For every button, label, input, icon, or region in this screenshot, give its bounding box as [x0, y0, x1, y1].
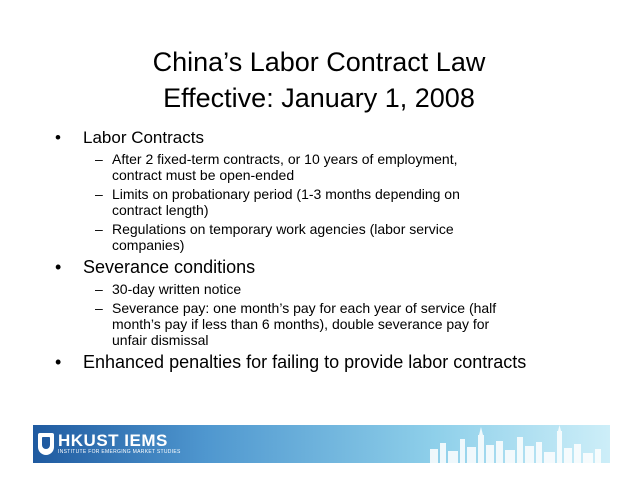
- bullet-labor-contracts: [55, 128, 600, 148]
- sub-bullet-line: unfair dismissal: [112, 332, 209, 348]
- bullet-glyph: •: [55, 352, 62, 372]
- bullet-glyph: •: [55, 257, 62, 277]
- sub-bullet: [55, 186, 600, 218]
- logo-subtext: INSTITUTE FOR EMERGING MARKET STUDIES: [58, 449, 181, 455]
- hkust-iems-logo: [38, 429, 181, 459]
- sub-bullet-line: Limits on probationary period (1-3 months depending on: [112, 186, 460, 202]
- dash-glyph: –: [95, 151, 103, 167]
- sub-bullet: [55, 281, 600, 297]
- bullet-text: Enhanced penalties for failing to provide labor contracts: [83, 352, 527, 372]
- bullet-glyph: •: [55, 128, 61, 147]
- dash-glyph: –: [95, 281, 103, 297]
- sub-bullet-line: Regulations on temporary work agencies (labor service: [112, 221, 454, 237]
- sub-bullet: [55, 300, 600, 348]
- sub-bullet-line: contract length): [112, 202, 209, 218]
- slide-title: [40, 44, 598, 116]
- title-line-2: Effective: January 1, 2008: [163, 83, 475, 113]
- sub-bullet: [55, 221, 600, 253]
- dash-glyph: –: [95, 300, 103, 316]
- sub-bullet: [55, 151, 600, 183]
- sub-bullet-line: companies): [112, 237, 185, 253]
- sub-bullet-line: 30-day written notice: [112, 281, 242, 297]
- bullet-list: [55, 128, 600, 376]
- shield-icon: [38, 433, 54, 455]
- bullet-text: Severance conditions: [83, 257, 256, 277]
- bullet-text: Labor Contracts: [83, 128, 204, 147]
- logo-text: HKUST IEMS: [58, 431, 168, 450]
- dash-glyph: –: [95, 221, 103, 237]
- sub-bullet-line: After 2 fixed-term contracts, or 10 years of employment,: [112, 151, 458, 167]
- title-line-1: China’s Labor Contract Law: [152, 47, 486, 77]
- sub-bullet-line: contract must be open-ended: [112, 167, 295, 183]
- dash-glyph: –: [95, 186, 103, 202]
- bullet-enhanced-penalties: [55, 351, 600, 373]
- sub-bullet-line: month’s pay if less than 6 months), double severance pay for: [112, 316, 490, 332]
- sub-bullet-line: Severance pay: one month’s pay for each year of service (half: [112, 300, 497, 316]
- bullet-severance-conditions: [55, 256, 600, 278]
- skyline-graphic: [420, 425, 610, 463]
